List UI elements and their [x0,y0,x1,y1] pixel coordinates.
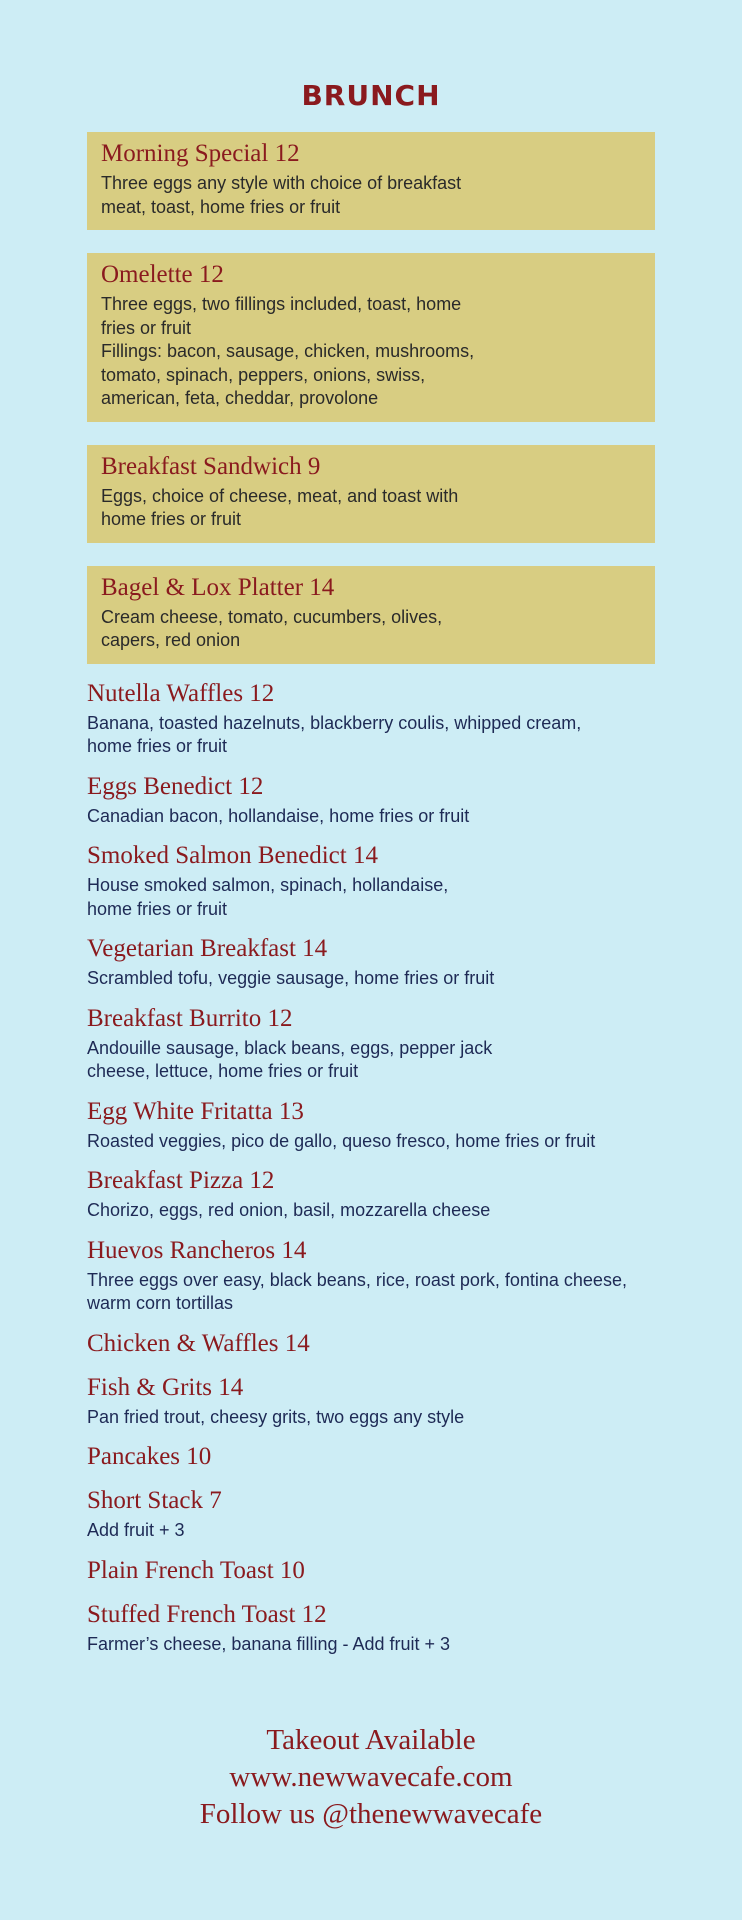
item-description: Three eggs any style with choice of breakfast meat, toast, home fries or fruit [101,173,462,217]
item-description: Eggs, choice of cheese, meat, and toast with home fries or fruit [101,485,459,529]
social-handle[interactable]: Follow us @thenewwavecafe [199,1798,543,1830]
item-name: Eggs Benedict 12 [87,772,264,800]
featured-item [87,253,655,422]
item-description: Roasted veggies, pico de gallo, queso fresco, home fries or fruit [87,1130,596,1151]
menu-item [87,1372,655,1430]
item-description: House smoked salmon, spinach, hollandaise, home fries or fruit [87,875,449,919]
menu-item [87,771,655,829]
item-name: Short Stack 7 [87,1487,222,1514]
item-name: Pancakes 10 [87,1443,212,1470]
featured-item [87,566,655,664]
item-name: Plain French Toast 10 [87,1556,305,1584]
featured-item [87,445,655,543]
item-description: Three eggs over easy, black beans, rice, roast pork, fontina cheese, warm corn tortillas [87,1269,627,1313]
menu-item [87,1235,655,1316]
menu-item [87,1599,655,1657]
item-name: Morning Special 12 [101,140,300,167]
item-name: Fish & Grits 14 [87,1373,244,1401]
item-description: Scrambled tofu, veggie sausage, home fries or fruit [87,968,495,988]
item-name: Breakfast Burrito 12 [87,1004,293,1032]
footer [0,1722,742,1833]
menu-item [87,1555,655,1587]
menu-item [87,1096,655,1154]
website-link[interactable]: www.newwavecafe.com [229,1761,513,1793]
menu [87,78,655,1668]
item-description: Farmer’s cheese, banana filling - Add fruit + 3 [87,1633,451,1654]
item-description: Chorizo, eggs, red onion, basil, mozzarella cheese [87,1200,491,1220]
item-description: Add fruit + 3 [87,1520,185,1540]
item-name: Breakfast Pizza 12 [87,1167,275,1194]
menu-item [87,840,655,921]
item-name: Breakfast Sandwich 9 [101,452,321,480]
item-name: Egg White Fritatta 13 [87,1097,304,1125]
item-description: Three eggs, two fillings included, toast, home fries or fruit Fillings: bacon, sausage, chicken, mushrooms, tomato, spinach, peppers, onions, swiss, american, feta, cheddar, provolone [101,294,475,408]
item-name: Chicken & Waffles 14 [87,1329,310,1357]
item-name: Stuffed French Toast 12 [87,1600,327,1628]
featured-item [87,132,655,230]
menu-item [87,678,655,759]
menu-item [87,933,655,991]
item-description: Cream cheese, tomato, cucumbers, olives, capers, red onion [101,606,443,650]
item-name: Nutella Waffles 12 [87,679,275,707]
item-name: Vegetarian Breakfast 14 [87,935,328,962]
item-name: Smoked Salmon Benedict 14 [87,842,378,869]
menu-item [87,1441,655,1473]
menu-title: BRUNCH [301,79,441,112]
featured-items [87,132,655,664]
item-name: Omelette 12 [101,261,224,288]
item-description: Pan fried trout, cheesy grits, two eggs any style [87,1406,465,1427]
menu-item [87,1165,655,1223]
takeout-text: Takeout Available [266,1724,476,1756]
item-description: Canadian bacon, hollandaise, home fries or fruit [87,805,470,826]
menu-item [87,1328,655,1360]
menu-item [87,1485,655,1543]
item-name: Huevos Rancheros 14 [87,1236,307,1264]
item-description: Andouille sausage, black beans, eggs, pepper jack cheese, lettuce, home fries or fruit [87,1037,493,1081]
menu-item [87,1003,655,1084]
item-name: Bagel & Lox Platter 14 [101,573,335,601]
menu-items [87,678,655,1657]
item-description: Banana, toasted hazelnuts, blackberry coulis, whipped cream, home fries or fruit [87,712,582,756]
